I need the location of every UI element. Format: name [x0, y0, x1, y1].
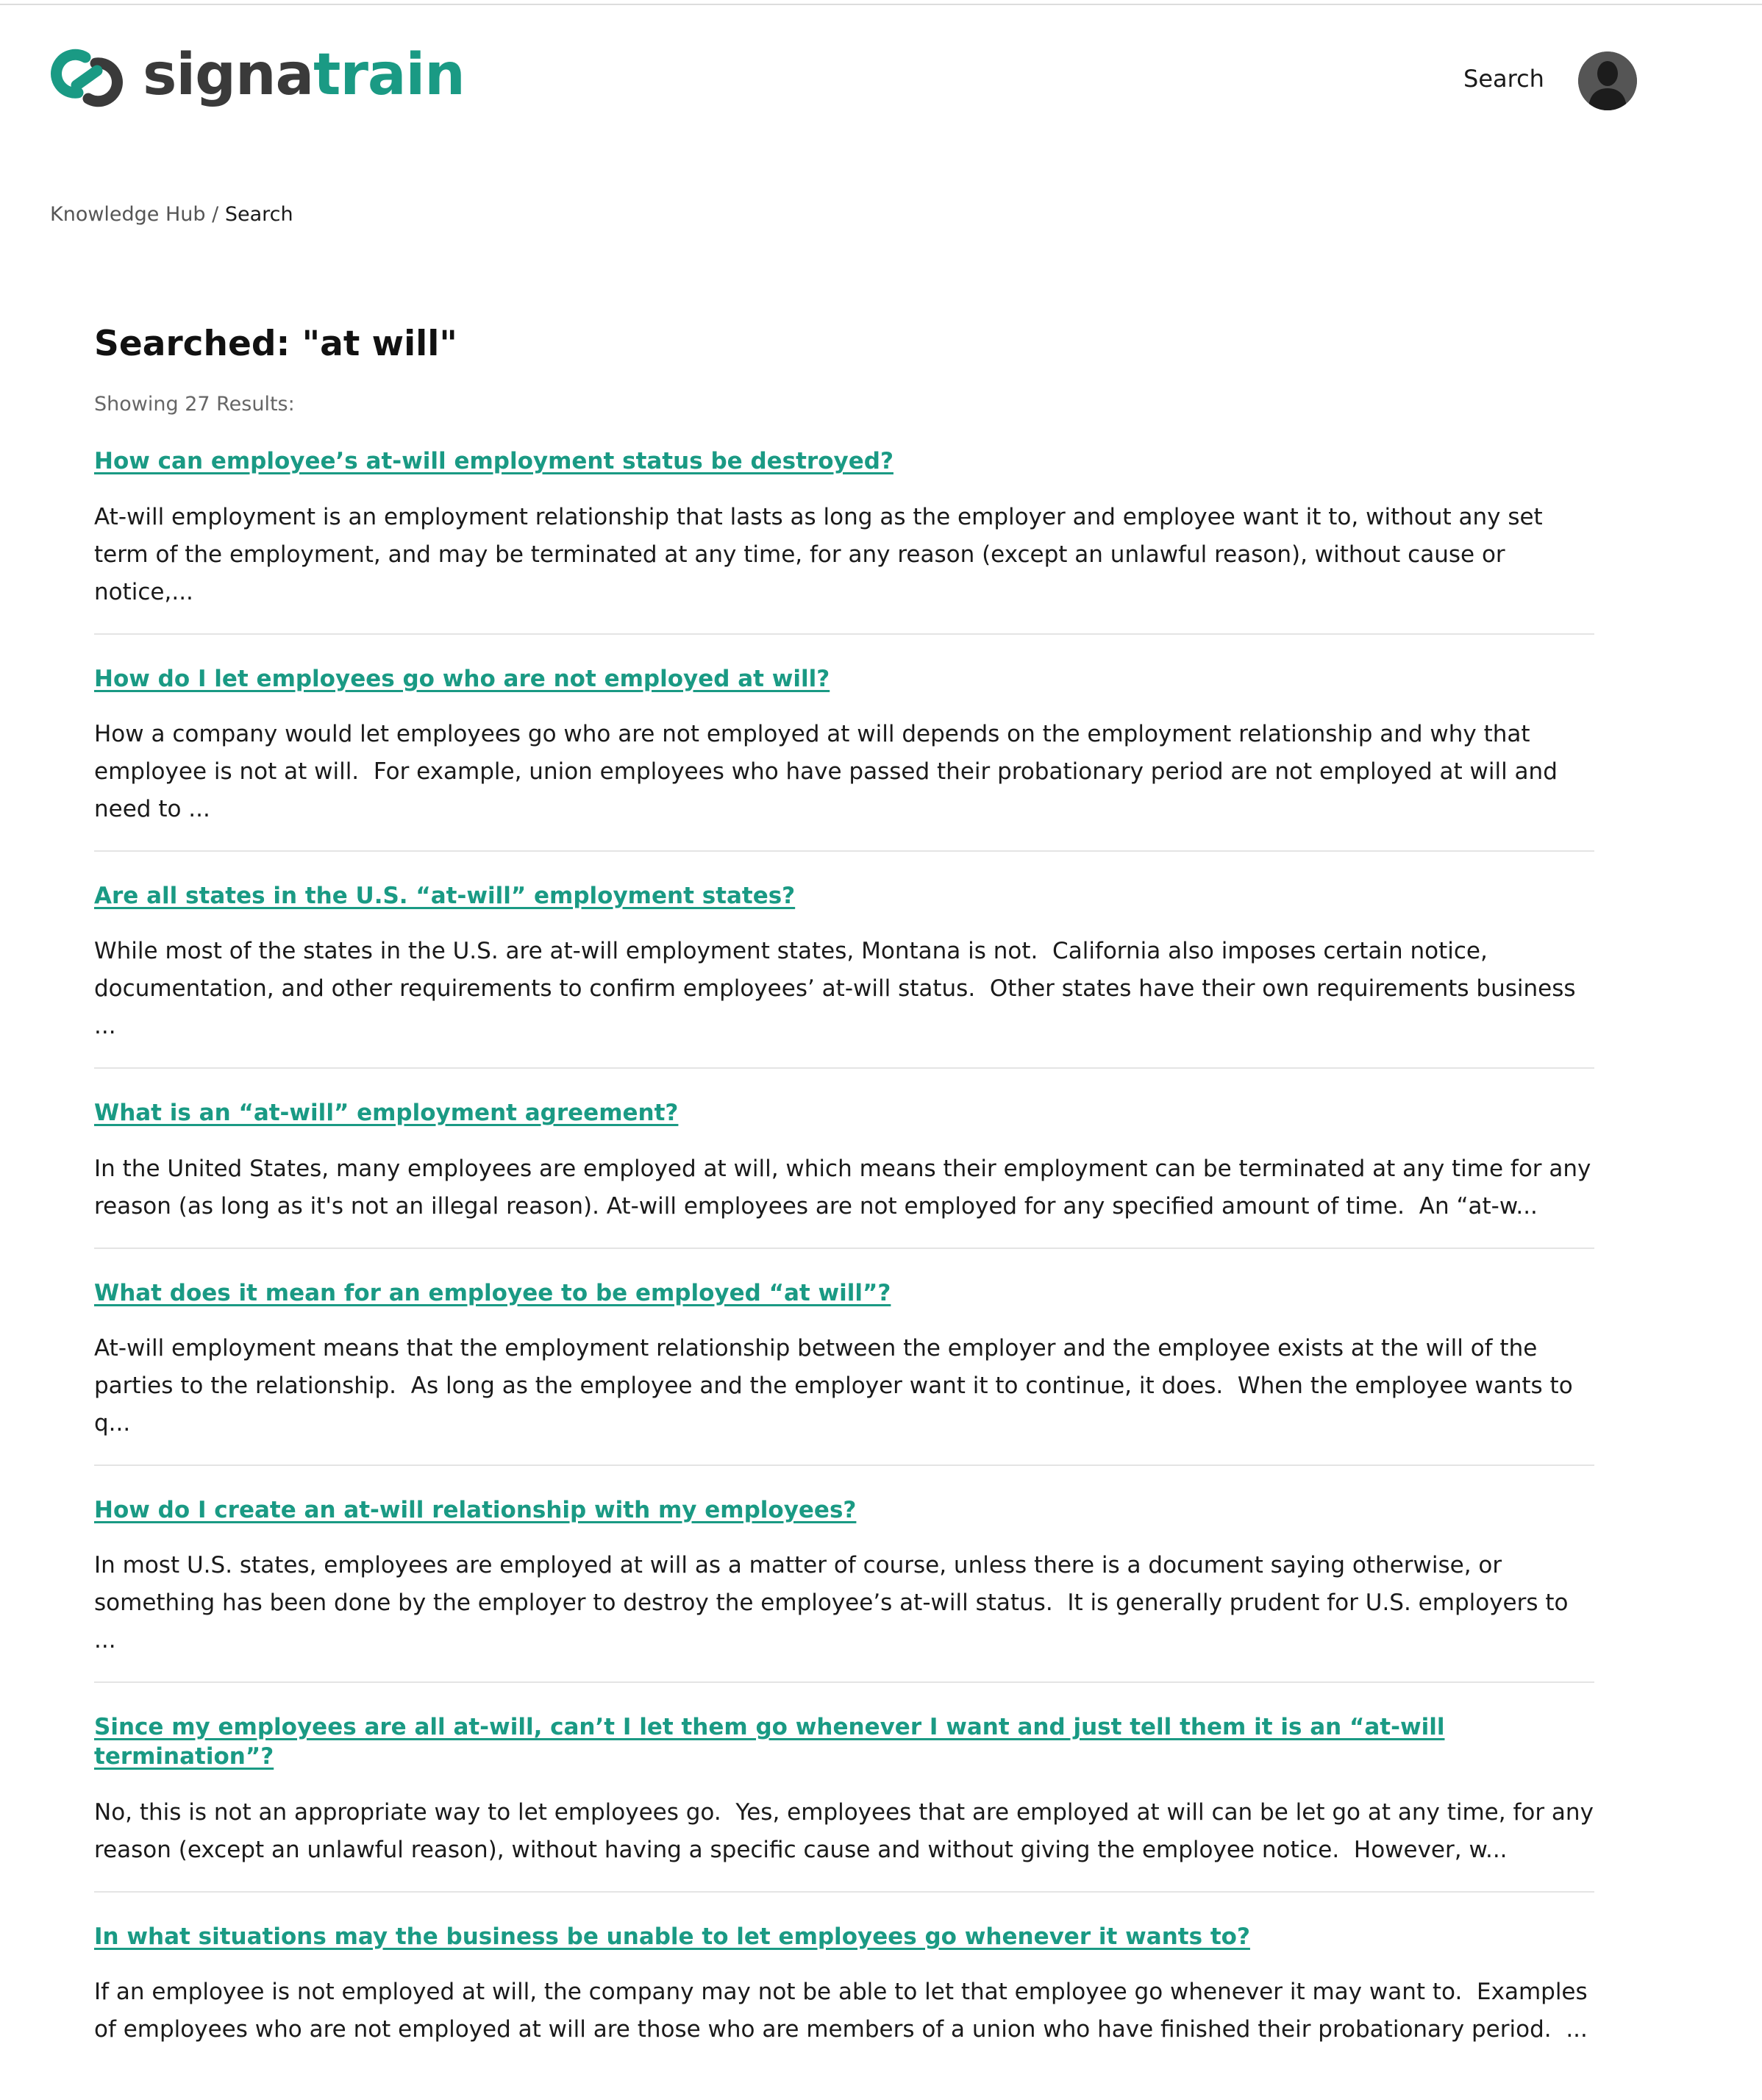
page-title: Searched: "at will"	[94, 324, 457, 364]
result-snippet: No, this is not an appropriate way to let employees go. Yes, employees that are employed at will can be let go at any time, for any reason (except an unlawful reason), without having a specific cause and without giving the employee notice. However, w...	[94, 1798, 1601, 1863]
result-count: Showing 27 Results:	[94, 393, 295, 416]
result-item	[94, 1098, 1599, 1248]
result-item	[94, 446, 1594, 634]
result-item	[94, 1712, 1601, 1893]
result-title-link[interactable]: Are all states in the U.S. “at-will” employment states?	[94, 882, 796, 909]
result-snippet: At-will employment means that the employment relationship between the employer and the employee exists at the will of the parties to the relationship. As long as the employee and the employer want it to continue, it does. When the employee wants to q...	[94, 1334, 1580, 1437]
result-snippet: In the United States, many employees are employed at will, which means their employment can be terminated at any time for any reason (as long as it's not an illegal reason). At-will employees are not employed for any specified amount of time. An “at-w...	[94, 1155, 1599, 1220]
results-list	[94, 446, 1601, 2071]
result-title-link[interactable]: Since my employees are all at-will, can’t I let them go whenever I want and just tell them it is an “at-will termination”?	[94, 1714, 1445, 1770]
user-avatar[interactable]	[1578, 51, 1637, 110]
result-title-link[interactable]: In what situations may the business be unable to let employees go whenever it wants to?	[94, 1923, 1250, 1950]
breadcrumb	[50, 203, 293, 226]
signatrain-logo[interactable]	[49, 42, 465, 109]
result-item	[94, 881, 1594, 1069]
user-silhouette-icon	[1578, 51, 1637, 110]
result-title-link[interactable]: How do I create an at-will relationship with my employees?	[94, 1496, 857, 1523]
result-item	[94, 664, 1594, 852]
result-title-link[interactable]: How can employee’s at-will employment status be destroyed?	[94, 448, 894, 475]
result-snippet: How a company would let employees go who are not employed at will depends on the employment relationship and why that employee is not at will. For example, union employees who have passed their probationary period are not employed at will and need to ...	[94, 720, 1565, 822]
breadcrumb-separator: /	[205, 203, 225, 226]
result-title-link[interactable]: How do I let employees go who are not employed at will?	[94, 665, 830, 692]
result-title-link[interactable]: What does it mean for an employee to be employed “at will”?	[94, 1279, 891, 1306]
signatrain-logo-icon	[49, 47, 125, 109]
search-results-section	[94, 324, 1601, 2100]
result-item	[94, 1278, 1594, 1466]
result-item	[94, 1922, 1594, 2071]
nav-search-link[interactable]: Search	[1463, 65, 1544, 93]
result-snippet: At-will employment is an employment relationship that lasts as long as the employer and employee want it to, without any set term of the employment, and may be terminated at any time, for any reason (except an unlawful reason), without cause or notice,...	[94, 503, 1550, 605]
result-snippet: If an employee is not employed at will, the company may not be able to let that employee go whenever it may want to. Examples of employees who are not employed at will are those who are members of a union who have finished their probationary period. ...	[94, 1979, 1595, 2043]
breadcrumb-knowledge-hub[interactable]: Knowledge Hub	[50, 203, 206, 226]
result-snippet: In most U.S. states, employees are employed at will as a matter of course, unless there is a document saying otherwise, or something has been done by the employer to destroy the employee’s at-will status. It is generally prudent for U.S. employers to ...	[94, 1552, 1576, 1654]
breadcrumb-current: Search	[224, 203, 293, 226]
logo-wordmark: signatrain	[143, 42, 465, 108]
result-title-link[interactable]: What is an “at-will” employment agreement?	[94, 1100, 679, 1127]
site-header	[0, 0, 1762, 147]
result-snippet: While most of the states in the U.S. are at-will employment states, Montana is not. California also imposes certain notice, documentation, and other requirements to confirm employees’ at-will status. Other states have their own requirements business ...	[94, 938, 1583, 1040]
result-item	[94, 1495, 1594, 1683]
